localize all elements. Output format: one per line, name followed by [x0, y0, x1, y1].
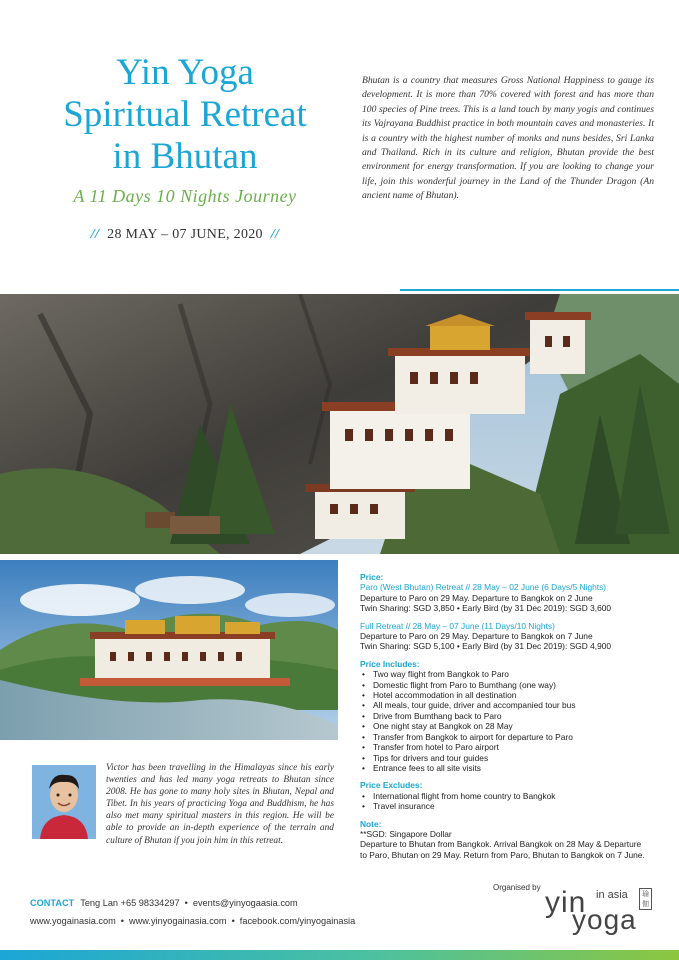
note-line: to Paro, Bhutan on 29 May. Return from Paro, Bhutan to Bangkok on 7 June. [360, 849, 645, 860]
title-line-3: in Bhutan [112, 136, 258, 177]
logo-yin: yin [545, 886, 587, 919]
logo-in-asia: in asia [596, 889, 628, 901]
list-item: • Entrance fees to all site visits [360, 763, 660, 773]
note-heading: Note: [360, 818, 382, 829]
footer-gradient-bar [0, 950, 679, 960]
list-item: • Travel insurance [360, 801, 660, 811]
yin-yoga-asia-logo [545, 886, 665, 936]
logo-seal: 瑜伽 [639, 888, 652, 910]
retreat-dates [20, 227, 350, 243]
note-line: Departure to Bhutan from Bangkok. Arrival Bangkok on 28 May & Departure [360, 839, 642, 850]
retreat-2-title: Full Retreat // 28 May – 07 June (11 Days/10 Nights) [360, 620, 555, 631]
instructor-bio: Victor has been travelling in the Himalayas since his early twenties and has led many yoga retreats to Bhutan since 2008. He has gone to many holy sites in Bhutan, Nepal and Tibet. In his years of practicing Yoga and Buddhism, he has also met many spiritual masters in this region. He will be able to provide an in-depth experience of the terrain and culture of Bhutan if you join him in this retreat. [106, 763, 334, 846]
separator: • [231, 916, 235, 926]
list-item: • Transfer from Bangkok to airport for departure to Paro [360, 732, 660, 742]
subtitle: A 11 Days 10 Nights Journey [73, 186, 297, 206]
contact-label: CONTACT [30, 898, 75, 908]
contact-phone: +65 98334297 [120, 898, 180, 908]
retreat-1-departure: Departure to Paro on 29 May. Departure to Bangkok on 2 June [360, 592, 593, 603]
hero-photo-tigers-nest [0, 294, 679, 554]
list-item: • Tips for drivers and tour guides [360, 753, 660, 763]
excludes-list [360, 791, 660, 812]
retreat-1-pricing: Twin Sharing: SGD 3,850 • Early Bird (by 31 Dec 2019): SGD 3,600 [360, 603, 612, 614]
list-item: • International flight from home country to Bangkok [360, 791, 660, 801]
list-item: • Drive from Bumthang back to Paro [360, 711, 660, 721]
list-item: • One night stay at Bangkok on 28 May [360, 721, 660, 731]
list-item: • Two way flight from Bangkok to Paro [360, 669, 660, 679]
facebook-link[interactable]: facebook.com/yinyogainasia [239, 916, 356, 926]
contact-name: Teng Lan [80, 898, 119, 908]
title-line-1: Yin Yoga [116, 52, 254, 93]
includes-heading: Price Includes: [360, 658, 420, 669]
organised-by-label: Organised by [493, 883, 541, 892]
avatar [32, 765, 96, 839]
date-slash-left: // [90, 227, 100, 242]
separator: • [120, 916, 125, 926]
website-link[interactable]: www.yinyogainasia.com [129, 916, 227, 926]
accent-divider [400, 289, 679, 291]
note-line: **SGD: Singapore Dollar [360, 828, 452, 839]
list-item: • Domestic flight from Paro to Bumthang (one way) [360, 680, 660, 690]
intro-paragraph: Bhutan is a country that measures Gross National Happiness to gauge its development. It is more than 70% covered with forest and has more than 100 species of Pine trees. This is a land touch by many yogis and continues its Vajrayana Buddhist practice in both mountain caves and monasteries. It is a country with the highest number of monks and nuns besides, Sri Lanka and Thailand. Rich in its culture and religion, Bhutan provide the best environment for energy transformation. If you are looking to change your life, join this wonderful journey in the Land of the Thunder Dragon (An ancient name of Bhutan). [362, 75, 654, 202]
separator: • [184, 898, 188, 908]
contact-email[interactable]: events@yinyogaasia.com [192, 898, 298, 908]
price-heading: Price: [360, 572, 384, 582]
list-item: • Transfer from hotel to Paro airport [360, 742, 660, 752]
logo-yoga: yoga [572, 904, 637, 935]
retreat-1-title: Paro (West Bhutan) Retreat // 28 May – 02 June (6 Days/5 Nights) [360, 582, 607, 593]
includes-list [360, 669, 660, 773]
website-links [30, 916, 355, 926]
contact-line [30, 898, 298, 908]
photo-punakha-dzong [0, 560, 338, 740]
retreat-2-departure: Departure to Paro on 29 May. Departure to Bangkok on 7 June [360, 631, 593, 642]
price-details [360, 572, 660, 860]
date-range: 28 MAY – 07 JUNE, 2020 [107, 227, 263, 242]
title-block [20, 52, 350, 243]
date-slash-right: // [270, 227, 280, 242]
list-item: • Hotel accommodation in all destination [360, 690, 660, 700]
excludes-heading: Price Excludes: [360, 780, 423, 791]
list-item: • All meals, tour guide, driver and accompanied tour bus [360, 700, 660, 710]
title-line-2: Spiritual Retreat [63, 94, 307, 135]
website-link[interactable]: www.yogainasia.com [30, 916, 116, 926]
retreat-2-pricing: Twin Sharing: SGD 5,100 • Early Bird (by 31 Dec 2019): SGD 4,900 [360, 641, 612, 652]
